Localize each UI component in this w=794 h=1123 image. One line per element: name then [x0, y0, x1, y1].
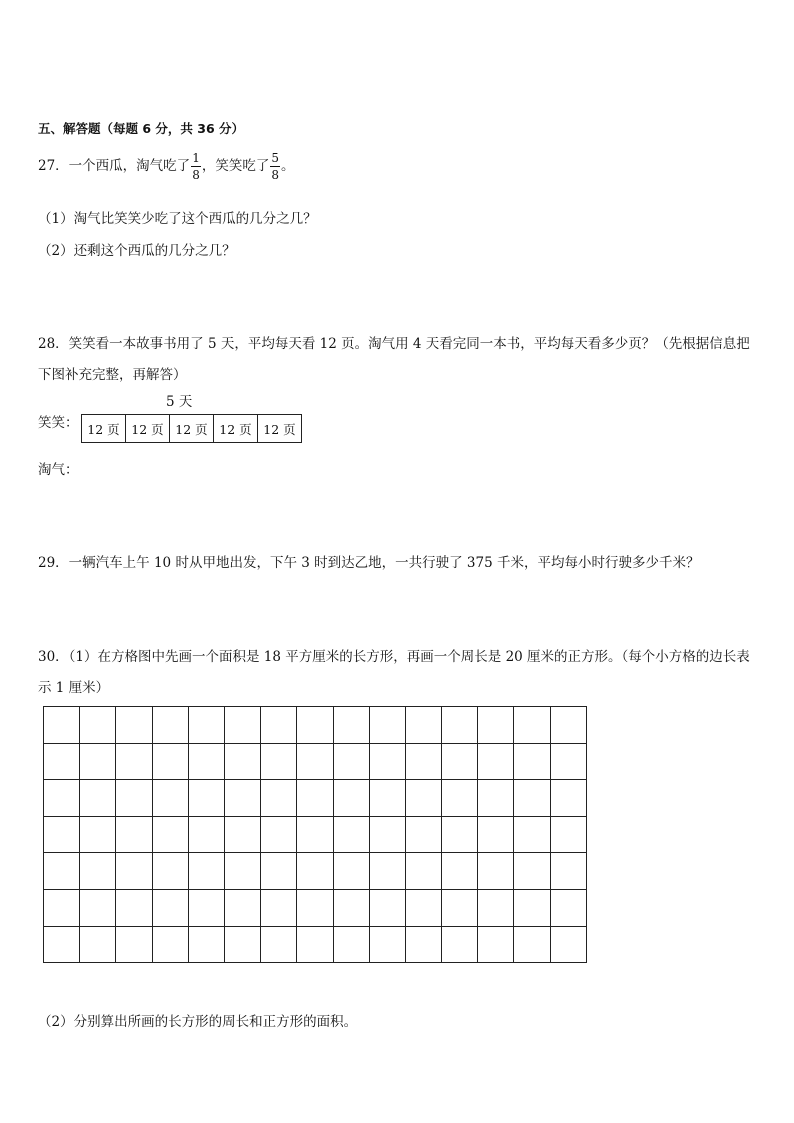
grid-square[interactable]	[116, 890, 152, 927]
grid-square[interactable]	[551, 744, 587, 781]
grid-square[interactable]	[80, 780, 116, 817]
fraction-five-eighths	[270, 152, 280, 181]
grid-square[interactable]	[261, 853, 297, 890]
grid-square[interactable]	[514, 853, 550, 890]
grid-square[interactable]	[334, 853, 370, 890]
q30-line1: 30．（1）在方格图中先画一个面积是 18 平方厘米的长方形，再画一个周长是 20 厘米的正方形。（每个小方格的边长表	[38, 649, 750, 665]
grid-square[interactable]	[189, 853, 225, 890]
grid-square[interactable]	[189, 890, 225, 927]
grid-square[interactable]	[261, 890, 297, 927]
q27-middle: ，笑笑吃了	[201, 158, 270, 174]
grid-square[interactable]	[442, 817, 478, 854]
bar-cell: 12 页	[126, 415, 170, 442]
grid-square[interactable]	[551, 780, 587, 817]
grid-square[interactable]	[44, 780, 80, 817]
grid-square[interactable]	[478, 853, 514, 890]
grid-square[interactable]	[44, 707, 80, 744]
grid-square[interactable]	[478, 707, 514, 744]
grid-square[interactable]	[297, 817, 333, 854]
grid-square[interactable]	[261, 817, 297, 854]
fraction-numerator: 1	[192, 151, 200, 165]
grid-square[interactable]	[370, 890, 406, 927]
grid-square[interactable]	[116, 927, 152, 964]
grid-square[interactable]	[153, 780, 189, 817]
q28-line2: 下图补充完整，再解答）	[38, 367, 187, 383]
grid-square[interactable]	[189, 744, 225, 781]
grid-square[interactable]	[225, 817, 261, 854]
grid-square[interactable]	[442, 853, 478, 890]
grid-square[interactable]	[189, 927, 225, 964]
square-grid[interactable]	[43, 706, 587, 963]
grid-square[interactable]	[334, 780, 370, 817]
grid-square[interactable]	[153, 890, 189, 927]
grid-square[interactable]	[189, 817, 225, 854]
grid-square[interactable]	[514, 927, 550, 964]
q30-sub2: （2）分别算出所画的长方形的周长和正方形的面积。	[38, 1014, 358, 1030]
grid-square[interactable]	[406, 927, 442, 964]
grid-square[interactable]	[189, 707, 225, 744]
q27-sub1: （1）淘气比笑笑少吃了这个西瓜的几分之几？	[38, 211, 317, 227]
q27-suffix: 。	[280, 158, 295, 174]
grid-square[interactable]	[80, 890, 116, 927]
grid-square[interactable]	[478, 890, 514, 927]
q27-prefix: 27．一个西瓜，淘气吃了	[38, 158, 191, 174]
grid-square[interactable]	[153, 744, 189, 781]
bar-cell: 12 页	[214, 415, 258, 442]
days-label: 5 天	[166, 394, 193, 410]
grid-square[interactable]	[225, 780, 261, 817]
grid-square[interactable]	[80, 817, 116, 854]
grid-square[interactable]	[442, 707, 478, 744]
grid-square[interactable]	[225, 707, 261, 744]
grid-square[interactable]	[116, 744, 152, 781]
grid-square[interactable]	[297, 744, 333, 781]
xiaoxiao-label: 笑笑：	[38, 415, 79, 431]
grid-square[interactable]	[406, 780, 442, 817]
grid-square[interactable]	[551, 927, 587, 964]
grid-square[interactable]	[478, 817, 514, 854]
fraction-denominator: 8	[271, 168, 279, 182]
grid-square[interactable]	[370, 927, 406, 964]
grid-square[interactable]	[551, 817, 587, 854]
grid-square[interactable]	[370, 744, 406, 781]
grid-square[interactable]	[297, 707, 333, 744]
grid-square[interactable]	[406, 853, 442, 890]
grid-square[interactable]	[297, 890, 333, 927]
grid-square[interactable]	[551, 707, 587, 744]
grid-square[interactable]	[44, 817, 80, 854]
grid-square[interactable]	[406, 817, 442, 854]
grid-square[interactable]	[334, 707, 370, 744]
grid-square[interactable]	[44, 853, 80, 890]
grid-square[interactable]	[261, 927, 297, 964]
grid-square[interactable]	[442, 780, 478, 817]
grid-square[interactable]	[80, 707, 116, 744]
grid-square[interactable]	[225, 927, 261, 964]
grid-square[interactable]	[116, 853, 152, 890]
grid-square[interactable]	[514, 890, 550, 927]
grid-square[interactable]	[153, 853, 189, 890]
grid-square[interactable]	[370, 707, 406, 744]
grid-square[interactable]	[261, 780, 297, 817]
grid-square[interactable]	[442, 927, 478, 964]
grid-square[interactable]	[44, 890, 80, 927]
grid-square[interactable]	[370, 817, 406, 854]
grid-square[interactable]	[153, 927, 189, 964]
q30-line2: 示 1 厘米）	[38, 680, 110, 696]
grid-square[interactable]	[406, 707, 442, 744]
grid-square[interactable]	[551, 890, 587, 927]
grid-square[interactable]	[297, 927, 333, 964]
q29-text: 29．一辆汽车上午 10 时从甲地出发，下午 3 时到达乙地，一共行驶了 375 千米，平均每小时行驶多少千米？	[38, 555, 700, 571]
grid-square[interactable]	[478, 780, 514, 817]
grid-square[interactable]	[334, 890, 370, 927]
grid-square[interactable]	[514, 817, 550, 854]
grid-square[interactable]	[406, 744, 442, 781]
grid-square[interactable]	[514, 744, 550, 781]
grid-square[interactable]	[334, 744, 370, 781]
bar-cell: 12 页	[82, 415, 126, 442]
section-title: 五、解答题（每题 6 分，共 36 分）	[38, 121, 245, 136]
q28-line1: 28．笑笑看一本故事书用了 5 天，平均每天看 12 页。淘气用 4 天看完同一本书，平均每天看多少页？（先根据信息把	[38, 336, 750, 352]
grid-square[interactable]	[442, 744, 478, 781]
grid-square[interactable]	[80, 927, 116, 964]
grid-square[interactable]	[442, 890, 478, 927]
grid-square[interactable]	[225, 890, 261, 927]
grid-square[interactable]	[116, 707, 152, 744]
grid-square[interactable]	[261, 707, 297, 744]
grid-square[interactable]	[116, 780, 152, 817]
grid-square[interactable]	[153, 707, 189, 744]
grid-square[interactable]	[478, 927, 514, 964]
grid-square[interactable]	[478, 744, 514, 781]
grid-square[interactable]	[334, 817, 370, 854]
xiaoxiao-bar-diagram	[81, 414, 302, 443]
grid-square[interactable]	[297, 853, 333, 890]
grid-square[interactable]	[44, 927, 80, 964]
q27-stem	[38, 152, 294, 181]
grid-square[interactable]	[189, 780, 225, 817]
grid-square[interactable]	[116, 817, 152, 854]
grid-square[interactable]	[153, 817, 189, 854]
grid-square[interactable]	[370, 780, 406, 817]
bar-cell: 12 页	[263, 421, 296, 437]
taoqi-label: 淘气：	[38, 462, 79, 478]
grid-square[interactable]	[44, 744, 80, 781]
grid-square[interactable]	[225, 853, 261, 890]
grid-square[interactable]	[514, 707, 550, 744]
grid-square[interactable]	[261, 744, 297, 781]
fraction-one-eighth	[191, 152, 201, 181]
grid-square[interactable]	[225, 744, 261, 781]
grid-square[interactable]	[297, 780, 333, 817]
grid-square[interactable]	[370, 853, 406, 890]
bar-cell: 12 页	[170, 415, 214, 442]
grid-square[interactable]	[406, 890, 442, 927]
fraction-denominator: 8	[192, 168, 200, 182]
grid-square[interactable]	[514, 780, 550, 817]
grid-square[interactable]	[80, 853, 116, 890]
q27-sub2: （2）还剩这个西瓜的几分之几？	[38, 243, 236, 259]
grid-square[interactable]	[551, 853, 587, 890]
fraction-numerator: 5	[271, 151, 279, 165]
grid-square[interactable]	[80, 744, 116, 781]
grid-square[interactable]	[334, 927, 370, 964]
